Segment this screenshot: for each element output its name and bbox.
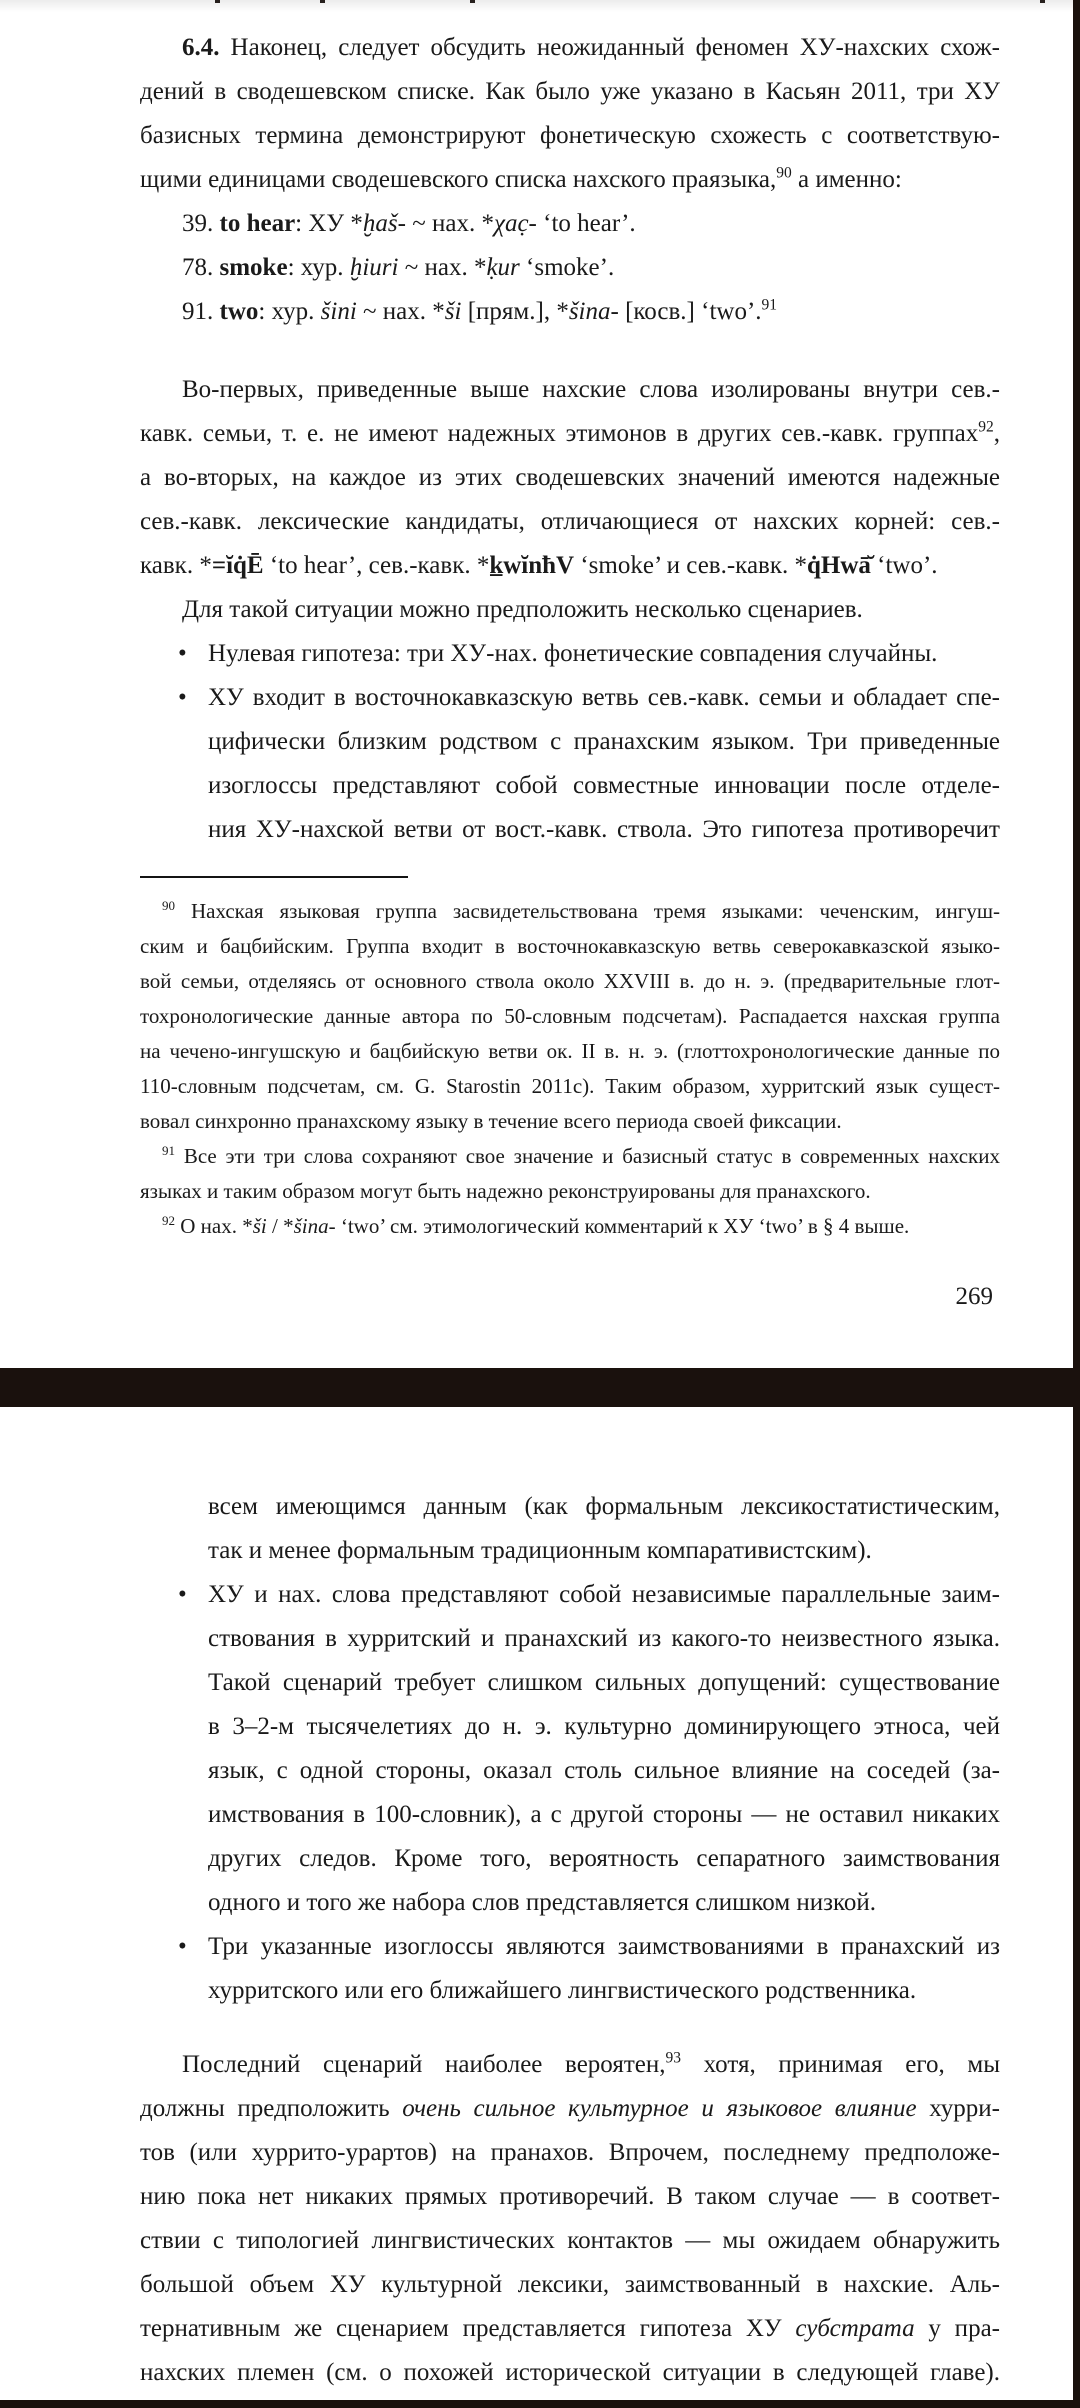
text-line: щими единицами сводешевского списка нахского праязыка,$^{90}$ а именно: xyxy=(140,164,902,193)
text-line: кавк. *=ĭq̇Ē ‘to hear’, сев.-кавк. *k̲wĭnħV ‘smoke’ и сев.-кавк. *q̇Hwā̆ ‘two’. xyxy=(140,552,938,579)
page-1-content xyxy=(140,26,1000,1244)
text-line: Нулевая гипотеза: три ХУ-нах. фонетические совпадения случайны. xyxy=(208,640,938,667)
text-line: ния ХУ-нахской ветви от вост.-кавк. ствола. Это гипотеза противоречит xyxy=(208,816,1000,843)
text-line: всем имеющимся данным (как формальным лексикостатистическим, xyxy=(208,1493,1000,1520)
text-line: должны предположить очень сильное культурное и языковое влияние хурри- xyxy=(140,2095,1000,2122)
paragraph xyxy=(140,2043,1000,2395)
paragraph xyxy=(140,368,1000,588)
cutoff-text-residue xyxy=(320,0,325,3)
text-line: ствования в хурритский и пранахский из какого-то неизвестного языка. xyxy=(208,1625,1000,1652)
bullet-marker: • xyxy=(178,1581,187,1608)
text-line: цифически близким родством с пранахским языком. Три приведенные xyxy=(208,728,1000,755)
paragraph xyxy=(140,588,1000,632)
text-line: $^{91}$ Все эти три слова сохраняют свое значение и базисный статус в современных нахских xyxy=(162,1143,1000,1168)
text-line: язык, с одной стороны, оказал столь сильное влияние на соседей (за- xyxy=(208,1757,1000,1784)
text-line: Во-первых, приведенные выше нахские слова изолированы внутри сев.- xyxy=(182,376,1000,403)
list-item xyxy=(140,246,1000,290)
text-line: 39. to hear: ХУ *ḫaš- ~ нах. *χac̣- ‘to hear’. xyxy=(182,210,636,237)
text-line: изоглоссы представляют собой совместные инновации после отделе- xyxy=(208,772,1000,799)
text-line: $^{90}$ Нахская языковая группа засвидетельствована тремя языками: чеченским, ингуш- xyxy=(162,898,1000,923)
text-line: вовал синхронно пранахскому языку в течение всего периода своей фиксации. xyxy=(140,1109,842,1133)
paragraph xyxy=(140,26,1000,202)
text-line: ХУ входит в восточнокавказскую ветвь сев.-кавк. семьи и обладает спе- xyxy=(208,684,1000,711)
text-line: в 3–2-м тысячелетиях до н. э. культурно доминирующего этноса, чей xyxy=(208,1713,1000,1740)
text-line: нахских племен (см. о похожей исторической ситуации в следующей главе). xyxy=(140,2359,1000,2386)
list-item xyxy=(140,202,1000,246)
paragraph-gap xyxy=(140,2013,1000,2043)
bullet-continuation xyxy=(140,1485,1000,1573)
scan-edge-right xyxy=(1073,0,1080,2408)
cutoff-text-residue xyxy=(1040,0,1045,3)
text-line: 91. two: хур. šini ~ нах. *ši [прям.], *šina- [косв.] ‘two’.$^{91}$ xyxy=(182,296,778,325)
text-line: большой объем ХУ культурной лексики, заимствованный в нахские. Аль- xyxy=(140,2271,1000,2298)
page-2 xyxy=(0,1407,1073,2400)
bullet-item xyxy=(140,1925,1000,2013)
text-line: тов (или хуррито-урартов) на пранахов. Впрочем, последнему предположе- xyxy=(140,2139,1000,2166)
text-line: языках и таким образом могут быть надежно реконструированы для пранахского. xyxy=(140,1179,871,1203)
bullet-marker: • xyxy=(178,640,187,667)
text-line: $^{92}$ О нах. *ši / *šina- ‘two’ см. этимологический комментарий к ХУ ‘two’ в § 4 выше. xyxy=(162,1213,910,1238)
footnote xyxy=(140,894,1000,1139)
text-line: сев.-кавк. лексические кандидаты, отличающиеся от нахских корней: сев.- xyxy=(140,508,1000,535)
bullet-marker: • xyxy=(178,1933,187,1960)
bullet-item xyxy=(140,676,1000,852)
page-number: 269 xyxy=(955,1283,993,1310)
text-line: 78. smoke: хур. ḫiuri ~ нах. *ḳur ‘smoke’. xyxy=(182,254,615,281)
text-line: имствования в 100-словник), а с другой стороны — не оставил никаких xyxy=(208,1801,1000,1828)
text-line: на чечено-ингушскую и бацбийскую ветви ок. II в. н. э. (глоттохронологические данные по xyxy=(140,1039,1000,1063)
footnote xyxy=(140,1209,1000,1244)
text-line: ствии с типологией лингвистических контактов — мы ожидаем обнаружить xyxy=(140,2227,1000,2254)
text-line: а во-вторых, на каждое из этих сводешевских значений имеются надежные xyxy=(140,464,1000,491)
page-top-edge xyxy=(0,0,1073,12)
text-line: нию пока нет никаких прямых противоречий. В таком случае — в соответ- xyxy=(140,2183,1000,2210)
text-line: Последний сценарий наиболее вероятен,$^{93}$ хотя, принимая его, мы xyxy=(182,2049,1001,2078)
footnote-separator xyxy=(140,876,408,878)
text-line: кавк. семьи, т. е. не имеют надежных этимонов в других сев.-кавк. группах$^{92}$, xyxy=(140,418,1000,447)
text-line: Для такой ситуации можно предположить несколько сценариев. xyxy=(182,596,863,623)
text-line: тохронологические данные автора по 50-словным подсчетам). Распадается нахская группа xyxy=(140,1004,1000,1028)
bullet-marker: • xyxy=(178,684,187,711)
cutoff-text-residue xyxy=(215,0,220,3)
text-line: вой семьи, отделяясь от основного ствола около XXVIII в. до н. э. (предварительные глот- xyxy=(140,969,1000,993)
text-line: других следов. Кроме того, вероятность сепаратного заимствования xyxy=(208,1845,1000,1872)
page-2-content xyxy=(140,1485,1000,2395)
bullet-item xyxy=(140,632,1000,676)
text-line: одного и того же набора слов представляется слишком низкой. xyxy=(208,1889,877,1916)
text-line: базисных термина демонстрируют фонетическую схожесть с соответствую- xyxy=(140,122,1000,149)
text-line: ским и бацбийским. Группа входит в восточнокавказскую ветвь северокавказской языко- xyxy=(140,934,1000,958)
bullet-item xyxy=(140,1573,1000,1925)
page-gap-band xyxy=(0,1368,1080,1407)
text-line: Три указанные изоглоссы являются заимствованиями в пранахский из xyxy=(208,1933,1000,1960)
text-line: ХУ и нах. слова представляют собой независимые параллельные заим- xyxy=(208,1581,1000,1608)
text-line: тернативным же сценарием представляется гипотеза ХУ субстрата у пра- xyxy=(140,2315,1000,2342)
text-line: дений в сводешевском списке. Как было уже указано в Касьян 2011, три ХУ xyxy=(140,78,1000,105)
paragraph-gap xyxy=(140,334,1000,368)
list-item xyxy=(140,290,1000,334)
text-line: 6.4. Наконец, следует обсудить неожиданный феномен ХУ-нахских схож- xyxy=(182,34,1000,61)
text-line: 110-словным подсчетам, см. G. Starostin 2011c). Таким образом, хурритский язык сущест- xyxy=(140,1074,1000,1098)
text-line: хурритского или его ближайшего лингвистического родственника. xyxy=(208,1977,917,2004)
scan-edge-bottom xyxy=(0,2400,1080,2408)
text-line: Такой сценарий требует слишком сильных допущений: существование xyxy=(208,1669,1000,1696)
footnote xyxy=(140,1139,1000,1209)
text-line: так и менее формальным традиционным компаративистским). xyxy=(208,1537,872,1564)
cutoff-text-residue xyxy=(470,0,475,3)
